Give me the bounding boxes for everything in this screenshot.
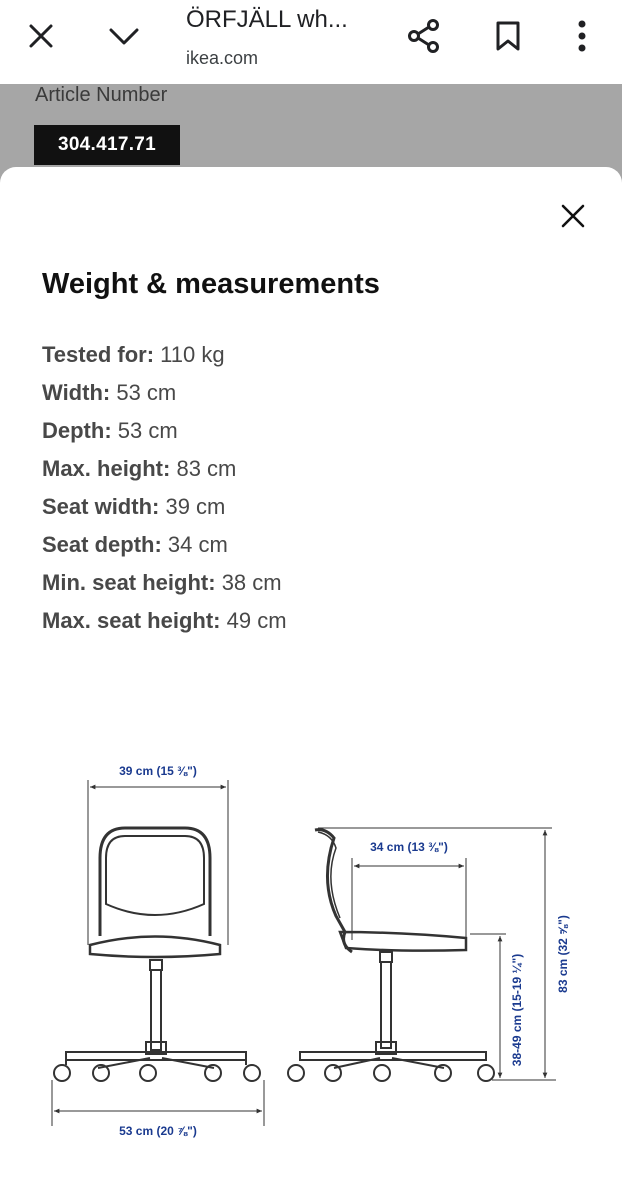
spec-label: Depth: <box>42 418 112 443</box>
spec-label: Min. seat height: <box>42 570 216 595</box>
spec-value: 110 kg <box>160 342 225 367</box>
spec-item <box>42 338 287 376</box>
seat-width-label: 39 cm (15 ⅜") <box>119 764 197 778</box>
close-icon[interactable] <box>17 12 65 60</box>
seat-height-label: 38-49 cm (15-19 ¼") <box>510 953 524 1067</box>
spec-item <box>42 414 287 452</box>
chevron-down-icon[interactable] <box>100 12 148 60</box>
spec-item <box>42 376 287 414</box>
close-sheet-button[interactable] <box>549 192 597 240</box>
spec-value: 49 cm <box>226 608 287 633</box>
front-view-chair <box>54 828 260 1081</box>
page-url: ikea.com <box>186 48 259 68</box>
spec-item <box>42 528 287 566</box>
side-view-chair <box>288 830 494 1081</box>
spec-item <box>42 452 287 490</box>
spec-item <box>42 566 287 604</box>
spec-value: 53 cm <box>117 418 178 443</box>
front-view-dimensions <box>52 780 264 1126</box>
spec-list <box>42 338 287 642</box>
spec-label: Max. seat height: <box>42 608 221 633</box>
spec-label: Max. height: <box>42 456 171 481</box>
sheet-heading: Weight & measurements <box>42 268 380 300</box>
article-number-label: Article Number <box>35 84 168 106</box>
spec-item <box>42 604 287 642</box>
bookmark-icon[interactable] <box>484 12 532 60</box>
base-width-label: 53 cm (20 ⅞") <box>119 1124 197 1138</box>
chair-dimension-diagram <box>0 740 622 1150</box>
spec-label: Seat depth: <box>42 532 162 557</box>
browser-top-bar <box>0 0 622 85</box>
spec-label: Tested for: <box>42 342 155 367</box>
spec-item <box>42 490 287 528</box>
share-icon[interactable] <box>400 12 448 60</box>
page-title: ÖRFJÄLL wh... <box>186 6 348 33</box>
total-height-label: 83 cm (32 ⅝") <box>556 915 570 993</box>
more-vert-icon[interactable] <box>558 12 606 60</box>
spec-value: 39 cm <box>165 494 226 519</box>
spec-value: 83 cm <box>176 456 237 481</box>
spec-value: 38 cm <box>221 570 282 595</box>
spec-value: 53 cm <box>116 380 177 405</box>
article-number-badge: 304.417.71 <box>34 125 180 165</box>
close-icon <box>561 204 585 228</box>
spec-value: 34 cm <box>167 532 228 557</box>
spec-label: Width: <box>42 380 111 405</box>
spec-label: Seat width: <box>42 494 160 519</box>
seat-depth-label: 34 cm (13 ⅜") <box>370 840 448 854</box>
